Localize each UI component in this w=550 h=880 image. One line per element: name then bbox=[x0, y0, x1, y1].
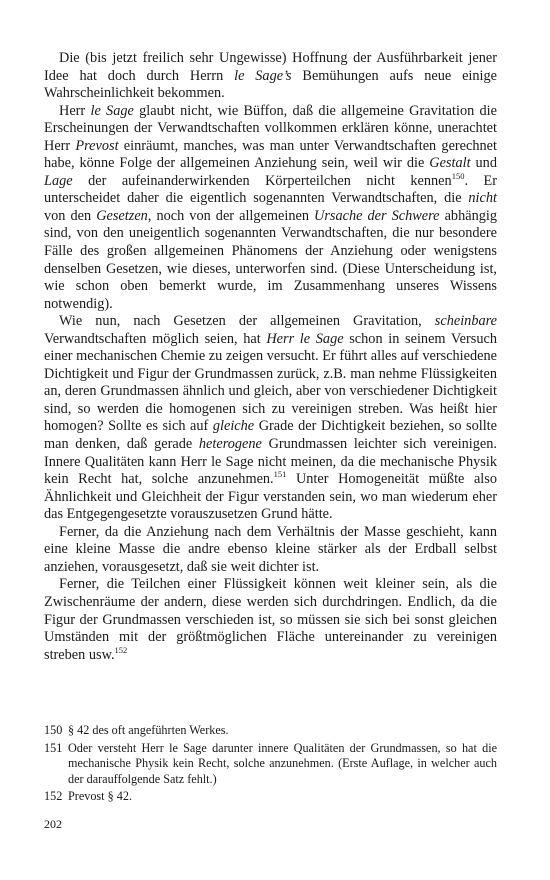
footnote-text: Oder versteht Herr le Sage darunter innere Qualitäten der Grundmassen, so hat die mechanische Physik kein Recht, solche anzunehmen. (Erste Auflage, in welcher auch der darauffolgende Satz fehlt.) bbox=[68, 740, 497, 786]
text-run: abhängig sind, von den uneigentlich sogenannten Verwandtschaften, die nur besondere Fälle des großen allgemeinen Phänomens der Anziehung oder wenigstens denselben Gesetzen, wie dieses, unterworfen sind. (Diese Unterscheidung ist, wie schon oben bemerkt wurde, im Zusammenhang unseres Wissens notwendig). bbox=[44, 207, 497, 312]
text-run: schon in seinem Versuch einer mechanischen Chemie zu zeigen versucht. Er führt alles auf verschiedene Dichtigkeit und Figur der Grundmassen zurück, z.B. man nehme Flüssigkeiten an, deren Grundmassen ähnlich und gleich, aber von verschiedener Dichtigkeit sind, so werden die homogenen sich zu vereinigen streben. Was heißt hier homogen? Sollte es sich auf bbox=[44, 330, 497, 435]
emphasis: Gesetzen bbox=[96, 207, 148, 224]
footnotes bbox=[44, 723, 497, 807]
emphasis: gleiche bbox=[212, 418, 255, 435]
emphasis: heterogene bbox=[198, 436, 262, 453]
text-run: Grundmassen leichter sich vereinigen. Innere Qualitäten kann Herr le Sage nicht meinen, da die mechanische Physik kein Recht hat, solche anzunehmen. bbox=[44, 436, 497, 488]
footnote-ref: 151 bbox=[273, 469, 287, 480]
paragraph bbox=[44, 524, 497, 577]
paragraph bbox=[44, 576, 497, 664]
emphasis: Herr le Sage bbox=[266, 330, 344, 347]
text-run: Wie nun, nach Gesetzen der allgemeinen Gravitation, bbox=[59, 313, 435, 330]
footnote-text: § 42 des oft angeführten Werkes. bbox=[68, 723, 229, 737]
text-run: Grade der Dichtigkeit beziehen, so sollte man denken, daß gerade bbox=[44, 418, 497, 453]
emphasis: Prevost bbox=[75, 137, 119, 154]
footnote bbox=[44, 723, 497, 739]
text-run: der aufeinanderwirkenden Körperteilchen nicht kennen bbox=[72, 172, 452, 189]
emphasis: Gestalt bbox=[429, 155, 471, 172]
text-run: Die (bis jetzt freilich sehr Ungewisse) Hoffnung der Ausführbarkeit jener Idee hat doch durch Herrn bbox=[44, 50, 497, 84]
text-run: Herr bbox=[59, 102, 91, 119]
main-text bbox=[44, 50, 497, 664]
text-run: Ferner, da die Anziehung nach dem Verhältnis der Masse geschieht, kann eine kleine Masse die andre ebenso kleine stärker als der Erdball selbst anziehen, vorausgesetzt, daß sie weit dichter ist. bbox=[44, 523, 497, 575]
footnote-number: 152 bbox=[44, 789, 63, 804]
emphasis: nicht bbox=[468, 190, 497, 207]
text-run: und bbox=[470, 155, 497, 172]
footnote-ref: 150 bbox=[451, 171, 465, 182]
text-run: glaubt nicht, wie Büffon, daß die allgemeine Gravitation die Erscheinungen der Verwandtschaften vollkommen erklären könne, unerachtet Herr bbox=[44, 102, 497, 154]
emphasis: Ursache der Schwere bbox=[314, 207, 440, 224]
footnote bbox=[44, 789, 497, 805]
footnote-text: Prevost § 42. bbox=[68, 789, 132, 804]
paragraph bbox=[44, 103, 497, 314]
emphasis: scheinbare bbox=[434, 313, 497, 330]
text-run: Ferner, die Teilchen einer Flüssigkeit können weit kleiner sein, als die Zwischenräume der andern, diese werden sich durchdringen. Endlich, da die Figur der Grundmassen verschieden ist, so müssen sie sich bei sonst gleichen Umständen mit der größtmöglichen Fläche untereinander zu vereinigen streben usw. bbox=[44, 576, 497, 663]
text-run: Bemühungen aufs neue einige Wahrscheinlichkeit bekommen. bbox=[44, 67, 498, 102]
footnote bbox=[44, 741, 497, 788]
emphasis: le Sage bbox=[90, 102, 134, 119]
text-run: einräumt, manches, was man unter Verwandtschaften gerechnet habe, könne Folge der allgemeinen Anziehung sein, weil wir die bbox=[44, 137, 497, 172]
text-run: von den bbox=[44, 207, 97, 224]
emphasis: le Sage’s bbox=[234, 67, 292, 84]
paragraph bbox=[44, 50, 497, 103]
paragraph bbox=[44, 313, 497, 524]
emphasis: Lage bbox=[44, 172, 73, 189]
footnote-number: 151 bbox=[44, 740, 63, 755]
text-run: Unter Homogeneität müßte also Ähnlichkeit und Gleichheit der Figur verstanden sein, wo man wiederum eher das Entgegengesetzte vorauszusetzen Grund hätte. bbox=[44, 471, 497, 523]
footnote-number: 150 bbox=[44, 723, 63, 737]
footnote-ref: 152 bbox=[114, 644, 128, 655]
text-run: , noch von der allgemeinen bbox=[147, 207, 315, 224]
page-number: 202 bbox=[44, 817, 62, 831]
text-run: . Er unterscheidet daher die eigentlich sogenannten Verwandtschaften, die bbox=[44, 172, 497, 207]
text-run: Verwandtschaften möglich seien, hat bbox=[44, 330, 267, 347]
